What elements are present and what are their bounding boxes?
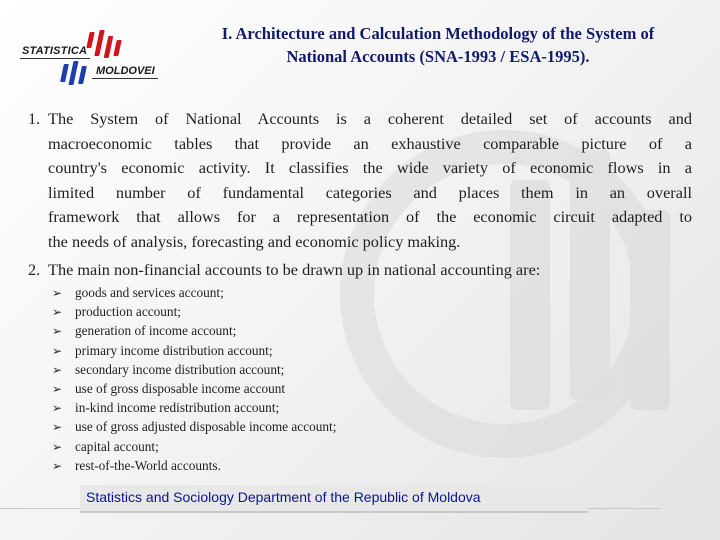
- arrow-bullet-icon: ➢: [52, 439, 63, 454]
- logo-line: [92, 78, 158, 79]
- paragraph-1: [28, 107, 692, 254]
- list-item: [52, 321, 336, 340]
- paragraph-1-line: macroeconomic tables that provide an exhaustive comparable picture of a: [48, 133, 692, 153]
- arrow-bullet-icon: ➢: [52, 324, 63, 339]
- paragraph-1-line: country's economic activity. It classifies the wide variety of economic flows in a: [48, 158, 692, 177]
- statistica-moldovei-logo: [20, 28, 160, 90]
- arrow-bullet-icon: ➢: [52, 381, 63, 396]
- list-item: [52, 417, 336, 436]
- logo-bar: [78, 66, 87, 84]
- paragraph-2-text: The main non-financial accounts to be drawn up in national accounting are:: [48, 260, 541, 279]
- arrow-bullet-icon: ➢: [52, 362, 63, 377]
- logo-text-moldovei: MOLDOVEI: [96, 65, 155, 77]
- list-item: [52, 456, 336, 475]
- logo-text-statistica: STATISTICA: [22, 45, 88, 57]
- list-item: [52, 437, 336, 456]
- page-title: [168, 22, 708, 68]
- list-item: [52, 302, 336, 321]
- arrow-bullet-icon: ➢: [52, 458, 63, 473]
- list-item-text: rest-of-the-World accounts.: [75, 457, 221, 473]
- logo-bar: [94, 30, 105, 56]
- logo-bar: [86, 32, 94, 48]
- paragraph-1-text: [48, 107, 692, 254]
- paragraph-1-line: the needs of analysis, forecasting and economic policy making.: [48, 231, 461, 251]
- paragraph-1-line: limited number of fundamental categories and places them in an overall: [48, 182, 692, 202]
- list-item-text: use of gross disposable income account: [75, 380, 286, 396]
- paragraph-2-number: 2.: [28, 260, 41, 279]
- footer-banner: Statistics and Sociology Department of the Republic of Moldova: [80, 485, 588, 513]
- list-item: [52, 379, 336, 398]
- logo-bar: [104, 36, 114, 58]
- list-item: [52, 360, 336, 379]
- list-item: [52, 341, 336, 360]
- title-line-1: I. Architecture and Calculation Methodology of the System of: [221, 24, 655, 43]
- logo-bar: [60, 64, 69, 82]
- list-item-text: secondary income distribution account;: [75, 361, 285, 377]
- logo-bar: [68, 61, 78, 85]
- title-line-2: National Accounts (SNA-1993 / ESA-1995).: [286, 47, 590, 66]
- list-item-text: generation of income account;: [75, 323, 237, 339]
- list-item-text: capital account;: [75, 438, 159, 454]
- paragraph-1-number: 1.: [28, 109, 41, 128]
- list-item-text: goods and services account;: [75, 285, 224, 300]
- paragraph-1-line: The System of National Accounts is a coherent detailed set of accounts and: [48, 109, 692, 128]
- arrow-bullet-icon: ➢: [52, 305, 63, 320]
- arrow-bullet-icon: ➢: [52, 401, 63, 416]
- list-item-text: in-kind income redistribution account;: [75, 400, 280, 416]
- accounts-list: [52, 283, 336, 475]
- logo-bar: [113, 40, 121, 56]
- list-item-text: primary income distribution account;: [75, 342, 273, 358]
- list-item-text: use of gross adjusted disposable income account;: [75, 419, 337, 435]
- paragraph-1-line: framework that allows for a representation of the economic circuit adapted to: [48, 207, 692, 226]
- arrow-bullet-icon: ➢: [52, 420, 63, 435]
- list-item-text: production account;: [75, 304, 181, 320]
- arrow-bullet-icon: ➢: [52, 343, 63, 358]
- list-item: [52, 398, 336, 417]
- paragraph-2: [28, 258, 692, 282]
- logo-line: [20, 58, 90, 59]
- list-item: [52, 283, 336, 302]
- arrow-bullet-icon: ➢: [52, 286, 63, 300]
